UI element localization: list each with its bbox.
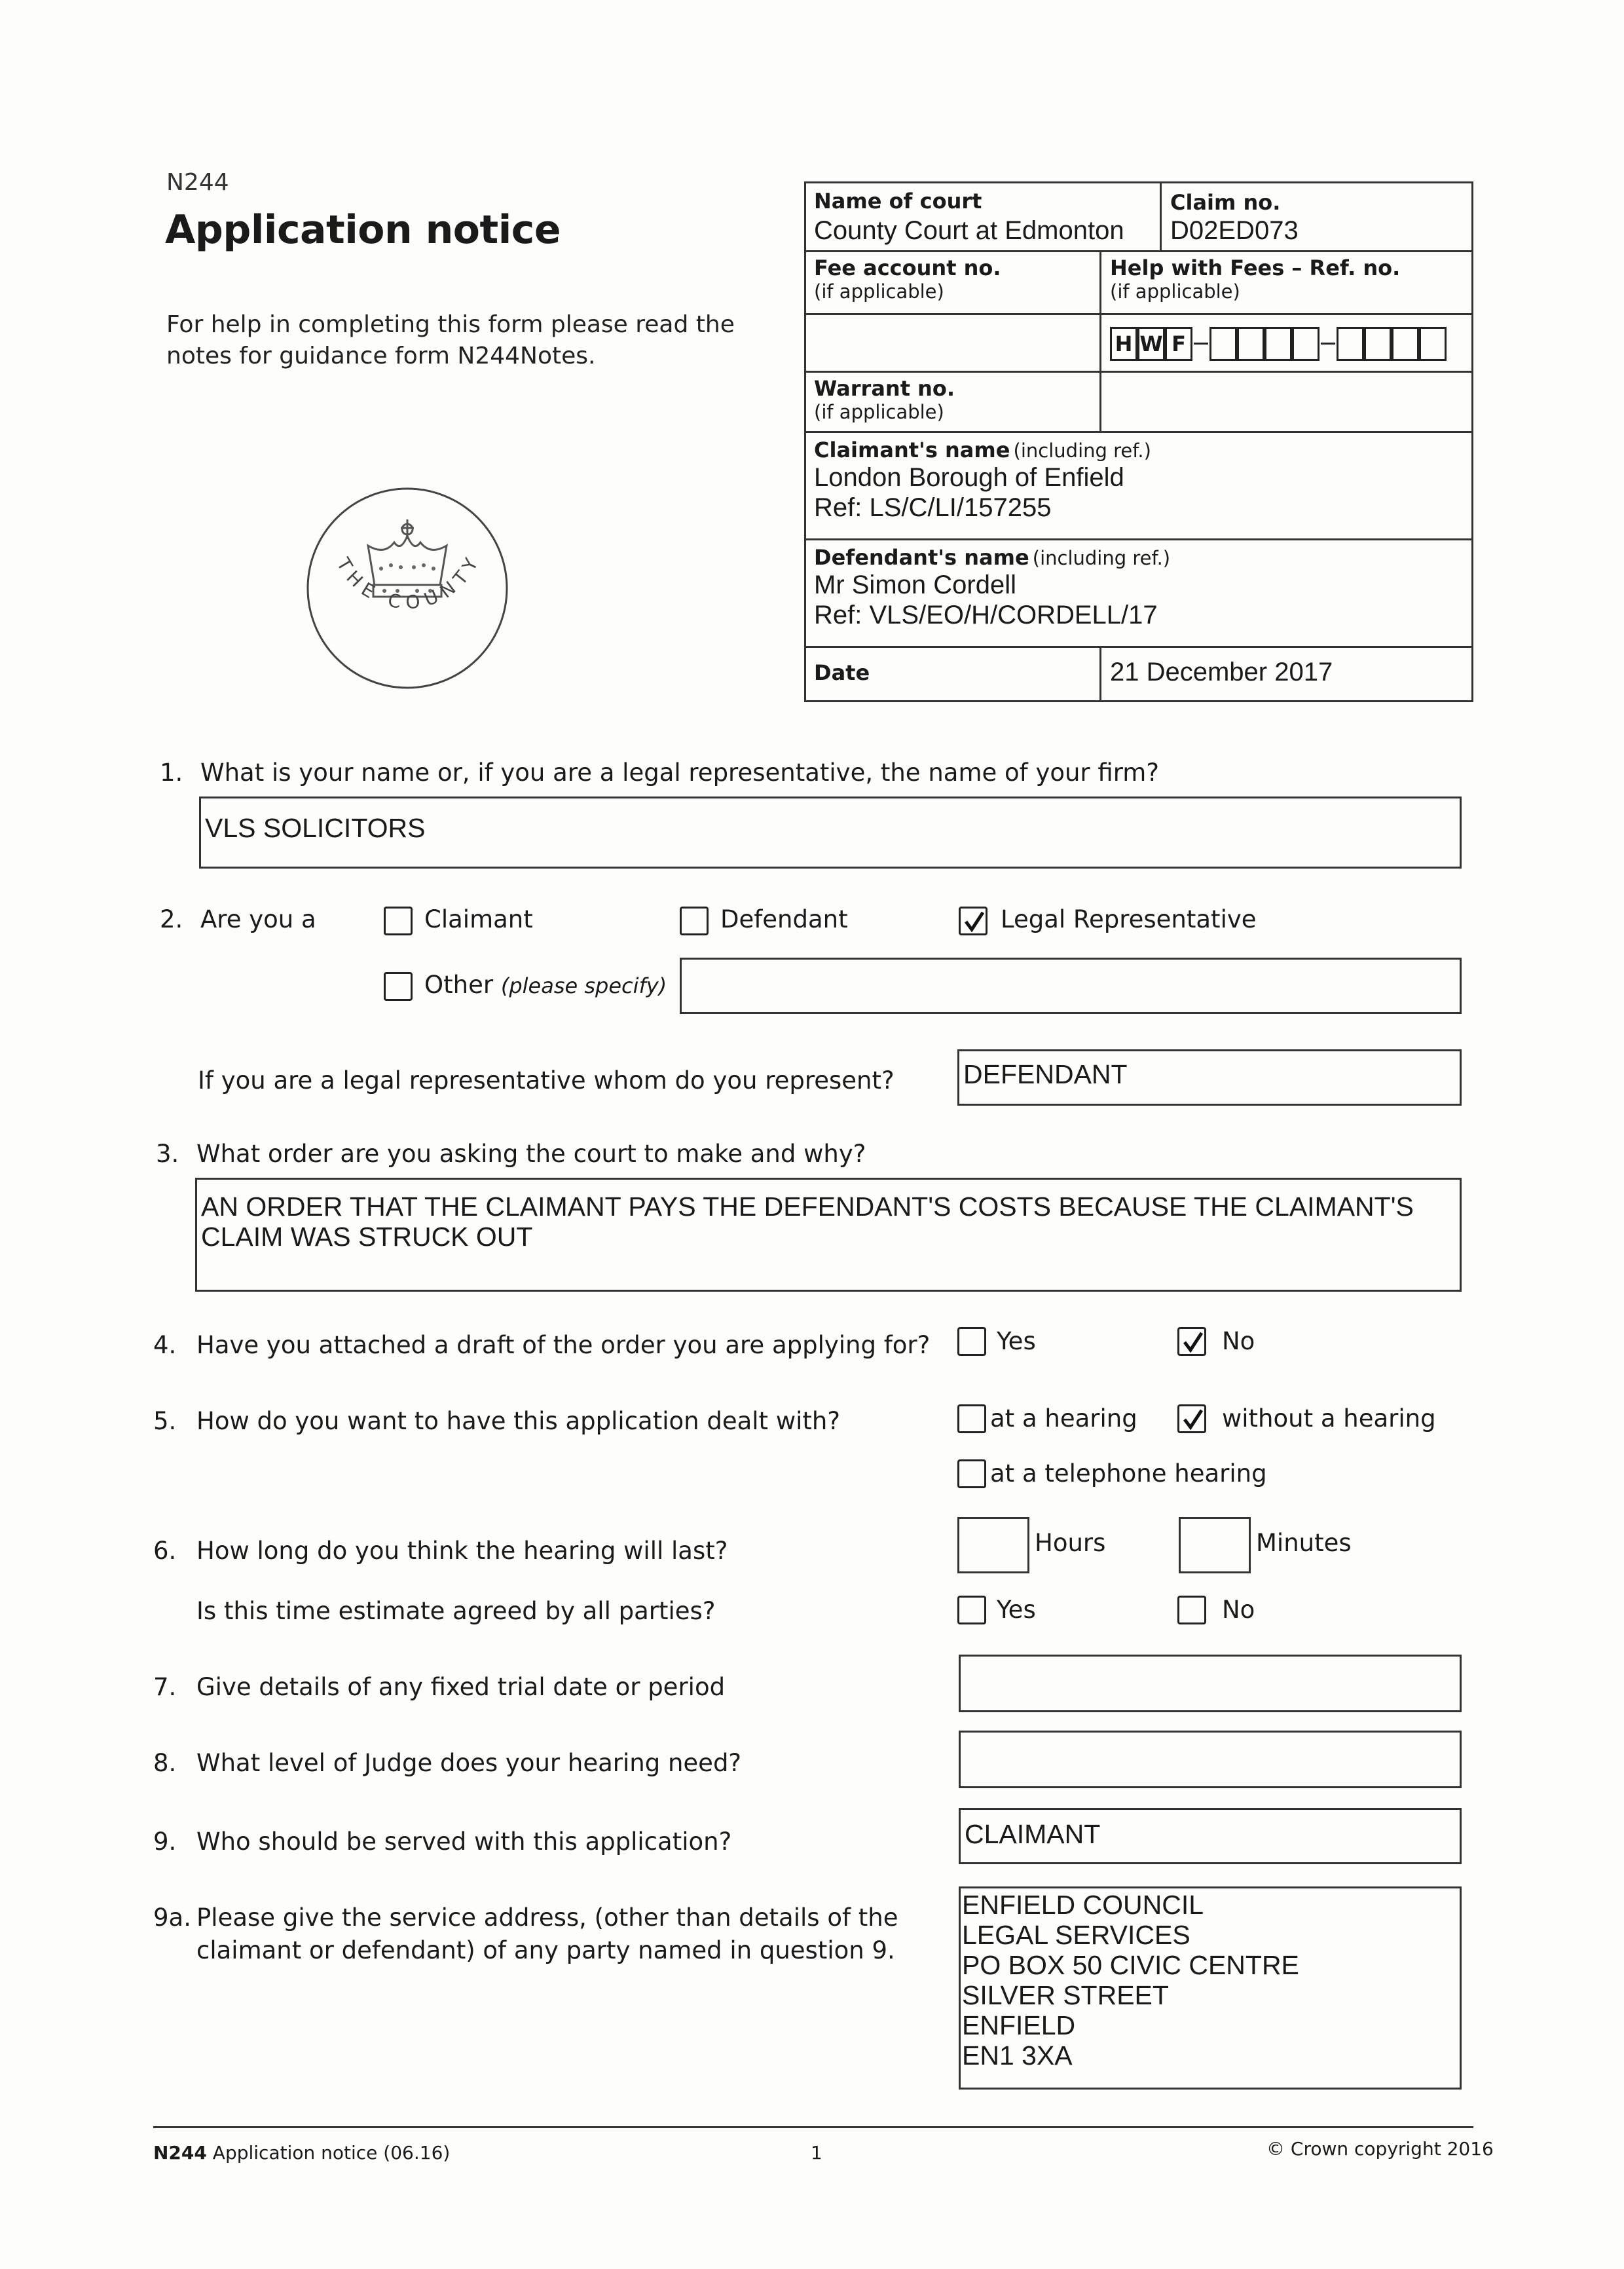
q3-answer: AN ORDER THAT THE CLAIMANT PAYS THE DEFENDANT'S COSTS BECAUSE THE CLAIMANT'S CLAIM WAS STRUCK OUT: [201, 1191, 1414, 1252]
page-title: Application notice: [165, 207, 561, 253]
q8-number: 8.: [153, 1749, 177, 1777]
agreed-no-label: No: [1222, 1596, 1255, 1624]
q4-no-label: No: [1222, 1327, 1255, 1355]
court-details-table: [804, 181, 1473, 702]
claimant-name: London Borough of Enfield: [814, 463, 1124, 492]
claimant-ref: Ref: LS/C/LI/157255: [814, 493, 1052, 522]
claim-no-value: D02ED073: [1170, 216, 1299, 245]
q1-answer: VLS SOLICITORS: [205, 813, 426, 843]
help-text: For help in completing this form please read the notes for guidance form N244Notes.: [166, 311, 735, 369]
defendant-label: Defendant's name: [814, 545, 1029, 570]
page-number: 1: [811, 2142, 822, 2164]
hwf-digit-box[interactable]: [1364, 327, 1392, 361]
q1-answer-field[interactable]: [199, 797, 1462, 869]
represent-answer: DEFENDANT: [963, 1059, 1128, 1089]
crown-seal-icon: [303, 483, 512, 693]
help-with-fees-sublabel: (if applicable): [1110, 280, 1240, 303]
other-checkbox[interactable]: [384, 972, 413, 1001]
warrant-label: Warrant no.: [814, 376, 955, 401]
telephone-hearing-label: at a telephone hearing: [990, 1459, 1267, 1488]
address-line: SILVER STREET: [962, 1980, 1169, 2010]
at-hearing-checkbox[interactable]: [957, 1404, 986, 1433]
q4-yes-label: Yes: [997, 1327, 1036, 1355]
hwf-letter-w: W: [1137, 327, 1165, 361]
q3-number: 3.: [156, 1140, 179, 1168]
hwf-letter-f: F: [1165, 327, 1192, 361]
footer-form-code: N244: [153, 2142, 207, 2164]
q8-answer: [961, 1733, 1460, 1746]
court-seal: [303, 483, 512, 693]
q4-no-checkbox[interactable]: [1177, 1327, 1206, 1356]
hours-field[interactable]: [957, 1517, 1029, 1573]
legal-representative-checkbox[interactable]: [959, 907, 987, 935]
q8-text: What level of Judge does your hearing need?: [196, 1749, 742, 1777]
q7-number: 7.: [153, 1673, 177, 1701]
hwf-digit-box[interactable]: [1419, 327, 1447, 361]
q9a-number: 9a.: [153, 1903, 191, 1932]
agreed-yes-label: Yes: [997, 1596, 1036, 1624]
address-line: ENFIELD COUNCIL: [962, 1890, 1204, 1920]
defendant-option-label: Defendant: [720, 905, 848, 933]
q5-text: How do you want to have this application dealt with?: [196, 1407, 840, 1435]
claimant-checkbox[interactable]: [384, 907, 413, 935]
without-hearing-checkbox[interactable]: [1177, 1404, 1206, 1433]
telephone-hearing-checkbox[interactable]: [957, 1459, 986, 1488]
q3-text: What order are you asking the court to make and why?: [196, 1140, 866, 1168]
help-with-fees-label: Help with Fees – Ref. no.: [1110, 255, 1401, 280]
q9-number: 9.: [153, 1828, 177, 1856]
footer-divider: [153, 2126, 1473, 2128]
q9a-text-line1: Please give the service address, (other than details of the: [196, 1903, 898, 1932]
judge-level-field[interactable]: [959, 1731, 1462, 1788]
q9-answer: CLAIMANT: [965, 1819, 1101, 1849]
q6-text: How long do you think the hearing will last?: [196, 1537, 728, 1565]
copyright: © Crown copyright 2016: [1266, 2138, 1494, 2160]
court-name-label: Name of court: [814, 189, 982, 214]
time-agreed-question: Is this time estimate agreed by all parties?: [196, 1597, 716, 1625]
hwf-digit-box[interactable]: [1264, 327, 1292, 361]
agreed-yes-checkbox[interactable]: [957, 1596, 986, 1624]
defendant-checkbox[interactable]: [680, 907, 709, 935]
fee-account-sublabel: (if applicable): [814, 280, 944, 303]
q1-number: 1.: [160, 759, 183, 787]
hwf-dash: [1194, 343, 1208, 345]
defendant-ref: Ref: VLS/EO/H/CORDELL/17: [814, 601, 1158, 629]
other-specify-field[interactable]: [680, 958, 1462, 1014]
claimant-option-label: Claimant: [424, 905, 533, 933]
hwf-digit-box[interactable]: [1237, 327, 1264, 361]
defendant-name: Mr Simon Cordell: [814, 571, 1016, 599]
q4-text: Have you attached a draft of the order you are applying for?: [196, 1331, 931, 1359]
fee-account-label: Fee account no.: [814, 255, 1001, 280]
q4-number: 4.: [153, 1331, 177, 1359]
address-line: PO BOX 50 CIVIC CENTRE: [962, 1950, 1299, 1980]
date-label: Date: [814, 660, 870, 685]
checkmark-icon: [1182, 1330, 1204, 1354]
service-address-field[interactable]: [959, 1886, 1462, 2090]
warrant-sublabel: (if applicable): [814, 401, 944, 423]
q7-text: Give details of any fixed trial date or period: [196, 1673, 726, 1701]
without-hearing-label: without a hearing: [1222, 1404, 1436, 1433]
represent-question: If you are a legal representative whom do you represent?: [198, 1066, 895, 1095]
court-name-value: County Court at Edmonton: [814, 216, 1124, 245]
address-line: ENFIELD: [962, 2010, 1076, 2040]
other-option-hint: (please specify): [500, 973, 667, 998]
q4-yes-checkbox[interactable]: [957, 1327, 986, 1356]
checkmark-icon: [1182, 1408, 1204, 1431]
q3-answer-field[interactable]: [195, 1178, 1462, 1292]
hwf-digit-box[interactable]: [1392, 327, 1419, 361]
defendant-sublabel: (including ref.): [1032, 547, 1171, 569]
claimant-sublabel: (including ref.): [1013, 440, 1151, 462]
served-party-field[interactable]: [959, 1808, 1462, 1864]
hwf-letter-h: H: [1110, 327, 1137, 361]
hwf-digit-box[interactable]: [1209, 327, 1237, 361]
at-hearing-label: at a hearing: [990, 1404, 1137, 1433]
represent-answer-field[interactable]: [957, 1049, 1462, 1106]
q7-answer: [961, 1657, 1460, 1670]
hours-label: Hours: [1035, 1529, 1106, 1557]
q2-text: Are you a: [200, 905, 316, 933]
hwf-digit-box[interactable]: [1292, 327, 1320, 361]
address-line: LEGAL SERVICES: [962, 1920, 1190, 1950]
seal-text: THE COUNTY: [332, 549, 485, 614]
hwf-dash: [1321, 343, 1335, 345]
footer-form-ref: [153, 2142, 450, 2164]
q9-text: Who should be served with this application?: [196, 1828, 732, 1856]
minutes-field[interactable]: [1179, 1517, 1251, 1573]
footer-form-name: Application notice (06.16): [212, 2142, 451, 2164]
claimant-label: Claimant's name: [814, 438, 1010, 462]
form-code: N244: [166, 169, 229, 196]
legal-representative-option-label: Legal Representative: [1001, 905, 1257, 933]
q2-number: 2.: [160, 905, 183, 933]
checkmark-icon: [963, 910, 986, 933]
fixed-trial-date-field[interactable]: [959, 1655, 1462, 1712]
agreed-no-checkbox[interactable]: [1177, 1596, 1206, 1624]
q9a-text-line2: claimant or defendant) of any party named in question 9.: [196, 1936, 895, 1964]
hwf-digit-box[interactable]: [1337, 327, 1364, 361]
minutes-label: Minutes: [1256, 1529, 1352, 1557]
q1-text: What is your name or, if you are a legal representative, the name of your firm?: [200, 759, 1159, 787]
claim-no-label: Claim no.: [1170, 190, 1281, 215]
address-line: EN1 3XA: [962, 2040, 1073, 2071]
other-option-label: Other: [424, 971, 494, 999]
q6-number: 6.: [153, 1537, 177, 1565]
q5-number: 5.: [153, 1407, 177, 1435]
date-value: 21 December 2017: [1110, 658, 1333, 686]
